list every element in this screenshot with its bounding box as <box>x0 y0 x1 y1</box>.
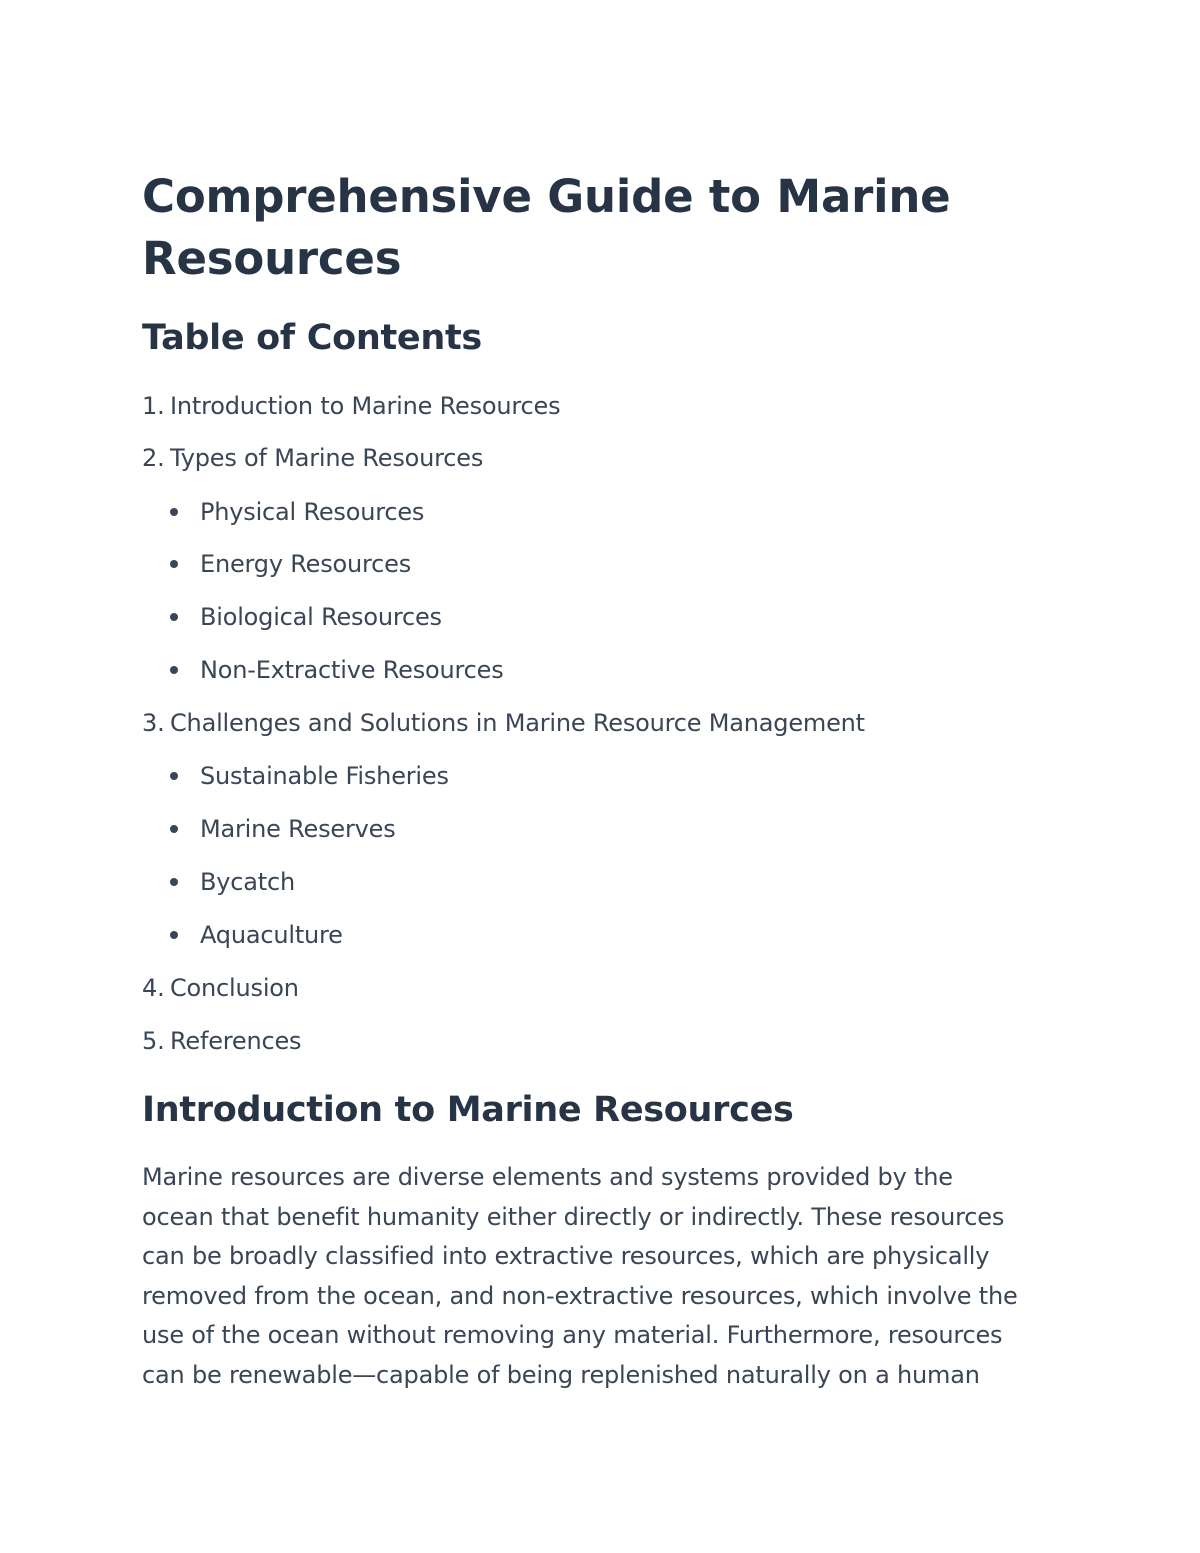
toc-heading: Table of Contents <box>142 318 482 358</box>
section-heading-introduction: Introduction to Marine Resources <box>142 1090 794 1130</box>
toc-subitem-label: Marine Reserves <box>200 815 396 843</box>
toc-subitem-biological[interactable] <box>170 602 442 632</box>
toc-item-references[interactable] <box>142 1026 301 1056</box>
bullet-icon <box>170 666 178 674</box>
toc-item-label: References <box>170 1027 302 1055</box>
toc-subitem-aquaculture[interactable] <box>170 920 343 950</box>
toc-subitem-label: Sustainable Fisheries <box>200 762 449 790</box>
intro-paragraph-line: can be renewable—capable of being replenished naturally on a human <box>142 1361 980 1389</box>
toc-item-label: Types of Marine Resources <box>170 444 484 472</box>
toc-subitem-bycatch[interactable] <box>170 867 295 897</box>
toc-item-number: 2. <box>142 444 165 472</box>
intro-paragraph-line: ocean that benefit humanity either directly or indirectly. These resources <box>142 1203 1005 1231</box>
bullet-icon <box>170 878 178 886</box>
document-title: Comprehensive Guide to Marine Resources <box>142 170 951 285</box>
bullet-icon <box>170 560 178 568</box>
toc-item-number: 4. <box>142 974 165 1002</box>
intro-paragraph-line: Marine resources are diverse elements and systems provided by the <box>142 1163 953 1191</box>
toc-item-label: Challenges and Solutions in Marine Resource Management <box>170 709 865 737</box>
bullet-icon <box>170 508 178 516</box>
toc-subitem-label: Biological Resources <box>200 603 442 631</box>
toc-item-introduction[interactable] <box>142 391 560 421</box>
toc-item-conclusion[interactable] <box>142 973 299 1003</box>
toc-subitem-physical[interactable] <box>170 497 424 527</box>
toc-item-number: 1. <box>142 392 165 420</box>
toc-subitem-fisheries[interactable] <box>170 761 449 791</box>
bullet-icon <box>170 825 178 833</box>
toc-item-number: 5. <box>142 1027 165 1055</box>
toc-item-types[interactable] <box>142 443 483 473</box>
intro-paragraph-line: can be broadly classified into extractive resources, which are physically <box>142 1242 990 1270</box>
toc-item-label: Conclusion <box>170 974 299 1002</box>
intro-paragraph-line: removed from the ocean, and non-extractive resources, which involve the <box>142 1282 1018 1310</box>
toc-subitem-energy[interactable] <box>170 549 411 579</box>
toc-subitem-label: Energy Resources <box>200 550 412 578</box>
bullet-icon <box>170 772 178 780</box>
toc-item-label: Introduction to Marine Resources <box>170 392 561 420</box>
toc-item-challenges[interactable] <box>142 708 865 738</box>
toc-subitem-non-extractive[interactable] <box>170 655 504 685</box>
bullet-icon <box>170 931 178 939</box>
toc-subitem-reserves[interactable] <box>170 814 396 844</box>
toc-subitem-label: Non-Extractive Resources <box>200 656 504 684</box>
toc-subitem-label: Aquaculture <box>200 921 343 949</box>
bullet-icon <box>170 613 178 621</box>
toc-subitem-label: Bycatch <box>200 868 295 896</box>
toc-subitem-label: Physical Resources <box>200 498 425 526</box>
toc-item-number: 3. <box>142 709 165 737</box>
intro-paragraph-line: use of the ocean without removing any material. Furthermore, resources <box>142 1321 1003 1349</box>
